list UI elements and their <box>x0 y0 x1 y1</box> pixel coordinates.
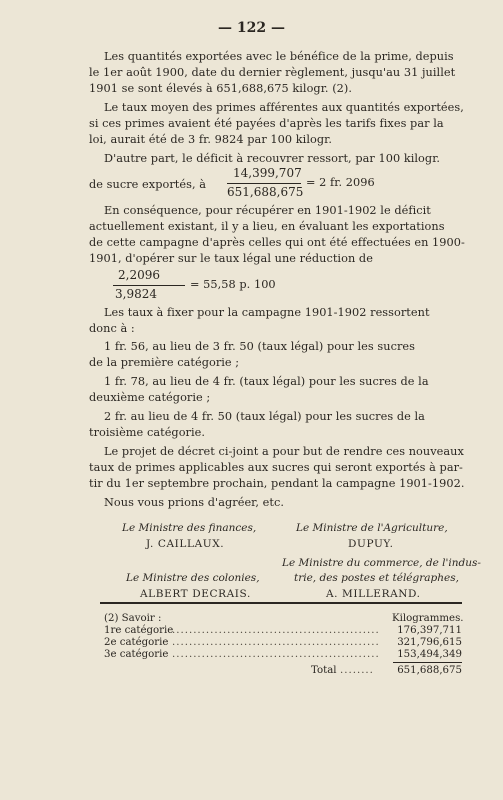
rate-item-3-line-2: troisième catégorie. <box>89 426 206 439</box>
paragraph-2-line-1: Le taux moyen des primes afférentes aux quantités exportées, <box>104 101 464 114</box>
footnote-row-3-label: 3e catégorie <box>104 649 169 660</box>
fraction-1-bar <box>227 183 301 184</box>
footnote-separator-rule <box>100 602 462 604</box>
paragraph-4-line-2: actuellement existant, il y a lieu, en évaluant les exportations <box>89 220 445 233</box>
footnote-total-leader: ........ <box>340 665 374 676</box>
rate-item-1-line-2: de la première catégorie ; <box>89 356 240 369</box>
paragraph-4-line-4: 1901, d'opérer sur le taux légal une réduction de <box>89 252 373 265</box>
paragraph-3-line-1: D'autre part, le déficit à recouvrer ressort, par 100 kilogr. <box>104 152 441 165</box>
fraction-1-numerator: 14,399,707 <box>233 166 302 180</box>
paragraph-6-line-2: taux de primes applicables aux sucres qui seront exportés à par- <box>89 461 463 474</box>
paragraph-1-line-1: Les quantités exportées avec le bénéfice de la prime, depuis <box>104 50 454 63</box>
finances-minister-title: Le Ministre des finances, <box>122 522 257 534</box>
finances-minister-name: J. CAILLAUX. <box>146 538 225 550</box>
rate-item-1-line-1: 1 fr. 56, au lieu de 3 fr. 50 (taux légal) pour les sucres <box>104 340 415 353</box>
fraction-2-bar <box>113 285 185 286</box>
paragraph-1-line-3: 1901 se sont élevés à 651,688,675 kilogr. (2). <box>89 82 352 95</box>
paragraph-6-line-1: Le projet de décret ci-joint a pour but de rendre ces nouveaux <box>104 445 464 458</box>
footnote-row-1-leader: ................................................. <box>172 625 380 636</box>
paragraph-2-line-2: si ces primes avaient été payées d'après les tarifs fixes par la <box>89 117 444 130</box>
footnote-row-2-label: 2e catégorie <box>104 637 169 648</box>
agriculture-minister-name: DUPUY. <box>348 538 394 550</box>
paragraph-5-line-1: Les taux à fixer pour la campagne 1901-1902 ressortent <box>104 306 430 319</box>
rate-item-2-line-1: 1 fr. 78, au lieu de 4 fr. (taux légal) pour les sucres de la <box>104 375 429 388</box>
fraction-2-numerator: 2,2096 <box>118 268 160 282</box>
rate-item-3-line-1: 2 fr. au lieu de 4 fr. 50 (taux légal) pour les sucres de la <box>104 410 425 423</box>
paragraph-5-line-2: donc à : <box>89 322 135 335</box>
footnote-row-2-value: 321,796,615 <box>397 637 462 648</box>
fraction-1-result: = 2 fr. 2096 <box>306 176 375 189</box>
footnote-total-label: Total <box>311 665 337 676</box>
footnote-row-2-leader: ................................................. <box>172 637 380 648</box>
agriculture-minister-title: Le Ministre de l'Agriculture, <box>296 522 448 534</box>
footnote-label: (2) Savoir : <box>104 613 162 624</box>
paragraph-2-line-3: loi, aurait été de 3 fr. 9824 par 100 kilogr. <box>89 133 332 146</box>
paragraph-4-line-1: En conséquence, pour récupérer en 1901-1902 le déficit <box>104 204 431 217</box>
paragraph-4-line-3: de cette campagne d'après celles qui ont été effectuées en 1900- <box>89 236 465 249</box>
page-number: — 122 — <box>218 20 285 36</box>
footnote-total-rule <box>393 662 462 663</box>
footnote-row-3-value: 153,494,349 <box>397 649 462 660</box>
paragraph-1-line-2: le 1er août 1900, date du dernier règlement, jusqu'au 31 juillet <box>89 66 456 79</box>
commerce-minister-name: A. MILLERAND. <box>326 588 421 600</box>
footnote-row-1-value: 176,397,711 <box>397 625 462 636</box>
fraction-2-result: = 55,58 p. 100 <box>190 278 276 291</box>
closing-formula: Nous vous prions d'agréer, etc. <box>104 496 285 509</box>
colonies-minister-name: ALBERT DECRAIS. <box>140 588 251 600</box>
paragraph-6-line-3: tir du 1er septembre prochain, pendant la campagne 1901-1902. <box>89 477 465 490</box>
colonies-minister-title: Le Ministre des colonies, <box>126 572 260 584</box>
fraction-1-denominator: 651,688,675 <box>227 185 304 199</box>
commerce-minister-title-line-2: trie, des postes et télégraphes, <box>294 572 459 584</box>
commerce-minister-title-line-1: Le Ministre du commerce, de l'indus- <box>282 557 481 569</box>
rate-item-2-line-2: deuxième catégorie ; <box>89 391 211 404</box>
fraction-2-denominator: 3,9824 <box>115 287 157 301</box>
footnote-unit: Kilogrammes. <box>392 613 464 624</box>
fraction-1-lead-text: de sucre exportés, à <box>89 178 207 191</box>
footnote-total-value: 651,688,675 <box>397 665 462 676</box>
footnote-row-3-leader: ................................................. <box>172 649 380 660</box>
footnote-row-1-label: 1re catégorie <box>104 625 174 636</box>
